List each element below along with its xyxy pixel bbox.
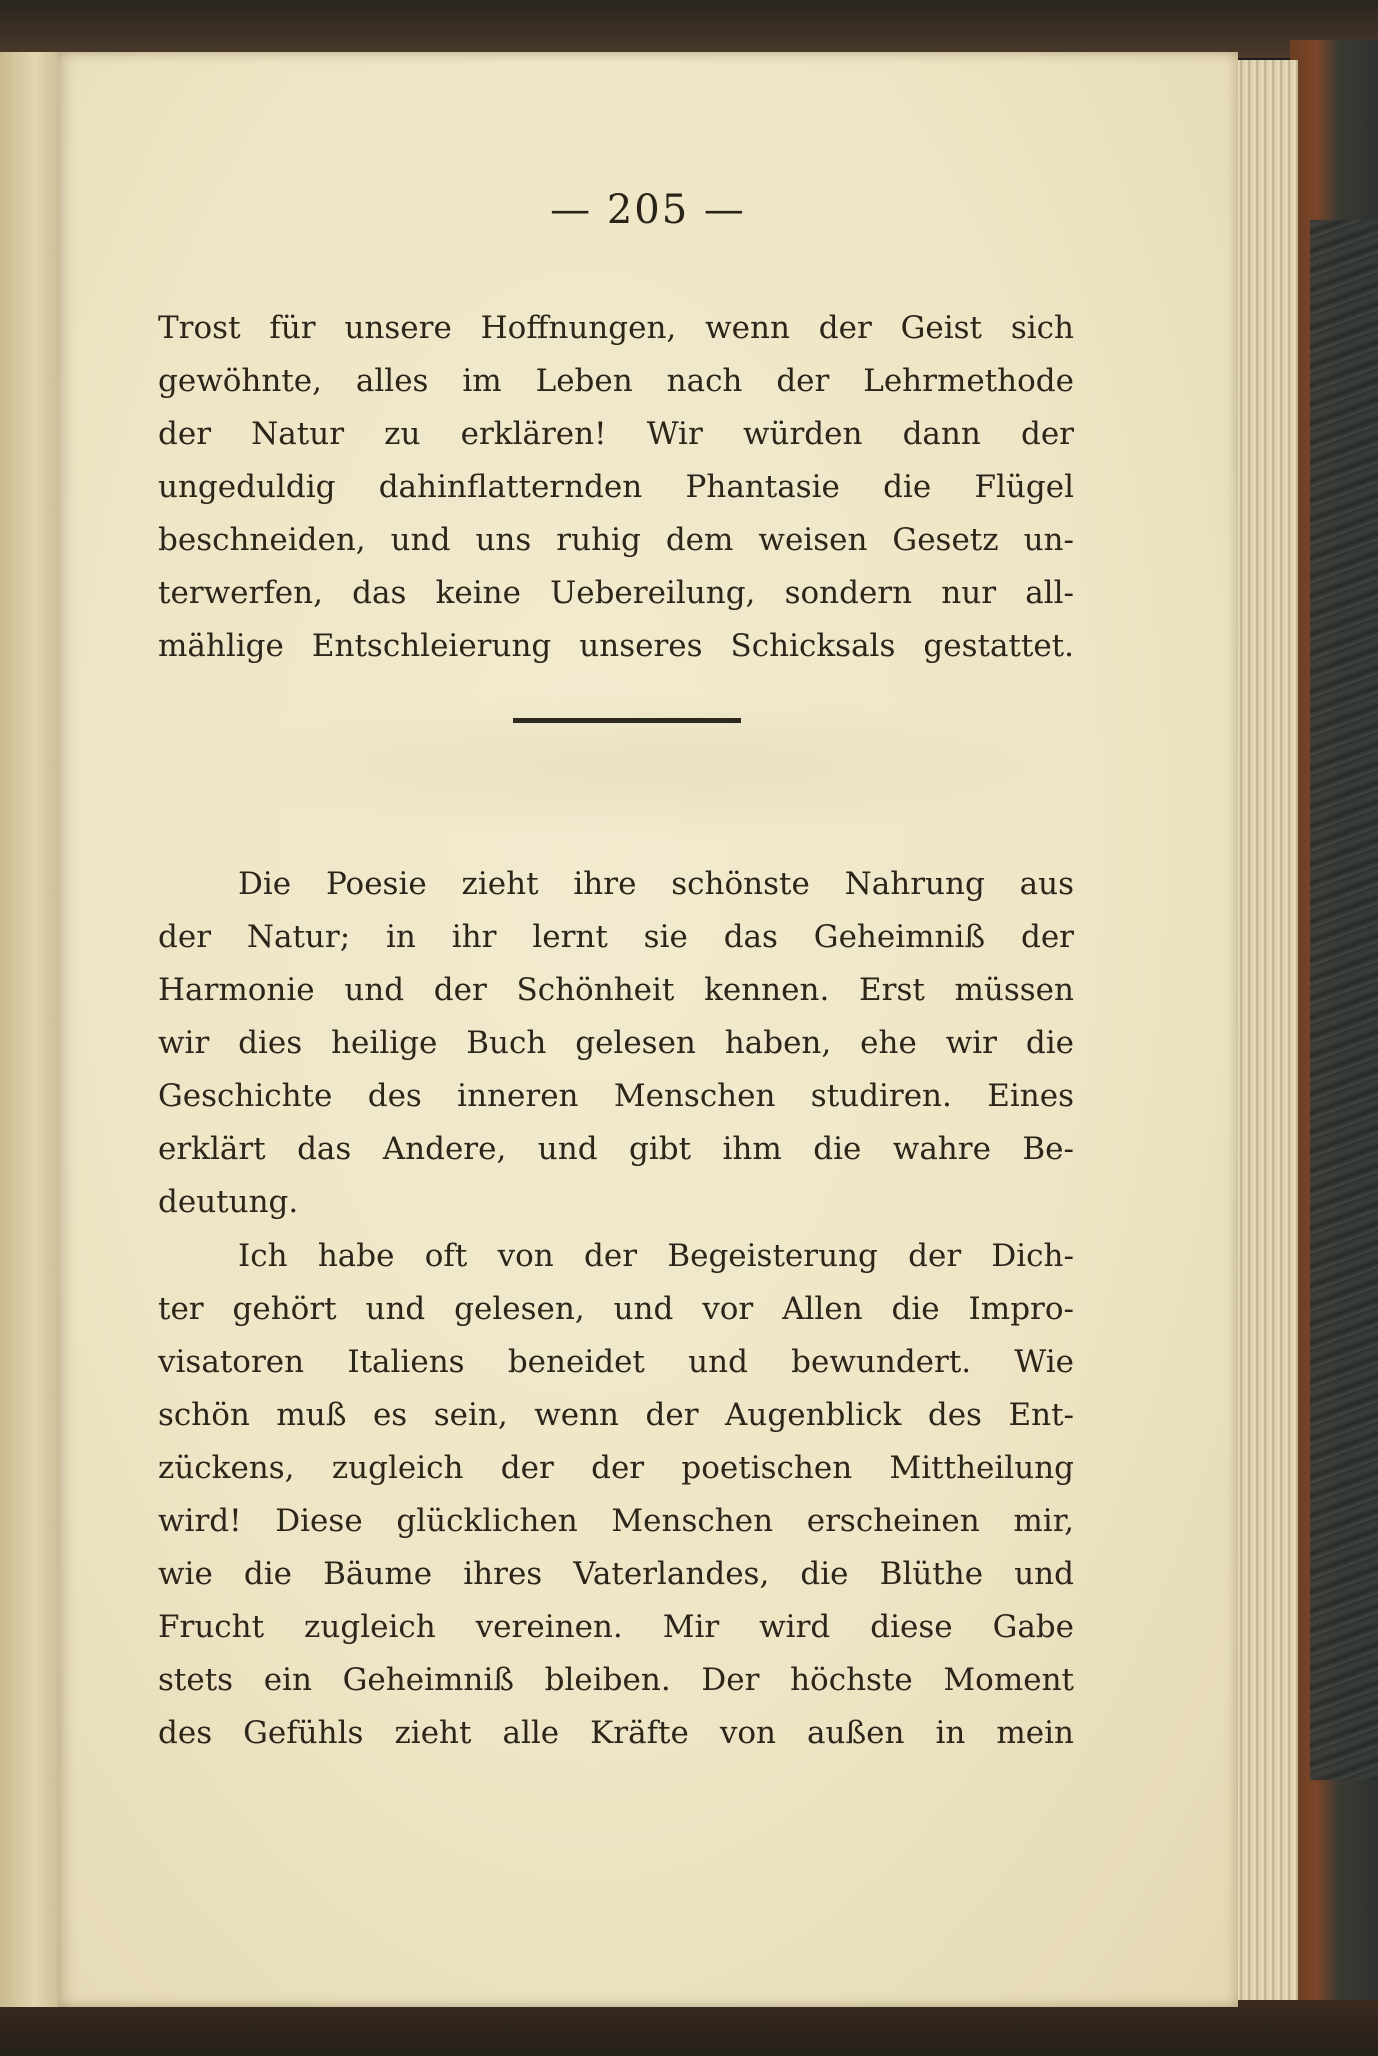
text-line: wir dies heilige Buch gelesen haben, ehe wir die bbox=[158, 1025, 1074, 1061]
text-line: stets ein Geheimniß bleiben. Der höchste Moment bbox=[158, 1662, 1074, 1698]
text-line: Harmonie und der Schönheit kennen. Erst müssen bbox=[158, 972, 1074, 1008]
page-stack-edge bbox=[1228, 60, 1298, 2000]
text-line: des Gefühls zieht alle Kräfte von außen in mein bbox=[158, 1715, 1074, 1751]
page-number: — 205 — bbox=[550, 187, 746, 233]
book-cover-bottom bbox=[0, 2000, 1378, 2056]
text-line: der Natur; in ihr lernt sie das Geheimniß der bbox=[158, 919, 1074, 955]
text-line: Trost für unsere Hoffnungen, wenn der Geist sich bbox=[158, 310, 1074, 346]
text-line: zückens, zugleich der der poetischen Mittheilung bbox=[158, 1450, 1074, 1486]
book-cover-top bbox=[0, 0, 1378, 58]
text-line: schön muß es sein, wenn der Augenblick des Ent- bbox=[158, 1397, 1074, 1433]
text-line: gewöhnte, alles im Leben nach der Lehrmethode bbox=[158, 363, 1074, 399]
text-line: erklärt das Andere, und gibt ihm die wahre Be- bbox=[158, 1131, 1074, 1167]
show-through-shadow bbox=[208, 692, 1078, 842]
book-page bbox=[58, 52, 1238, 2007]
text-line: visatoren Italiens beneidet und bewundert. Wie bbox=[158, 1344, 1074, 1380]
text-line: ter gehört und gelesen, und vor Allen die Impro- bbox=[158, 1291, 1074, 1327]
text-line: Frucht zugleich vereinen. Mir wird diese Gabe bbox=[158, 1609, 1074, 1645]
paragraph-1 bbox=[158, 302, 1074, 673]
text-line: terwerfen, das keine Uebereilung, sondern nur all- bbox=[158, 575, 1074, 611]
text-line: wie die Bäume ihres Vaterlandes, die Blüthe und bbox=[158, 1556, 1074, 1592]
text-line: mählige Entschleierung unseres Schicksals gestattet. bbox=[158, 628, 1074, 664]
marbled-cover-edge bbox=[1310, 220, 1378, 1780]
text-line: wird! Diese glücklichen Menschen erscheinen mir, bbox=[158, 1503, 1074, 1539]
text-line: beschneiden, und uns ruhig dem weisen Gesetz un- bbox=[158, 522, 1074, 558]
text-line: deutung. bbox=[158, 1184, 299, 1220]
text-line: Geschichte des inneren Menschen studiren. Eines bbox=[158, 1078, 1074, 1114]
text-line: Ich habe oft von der Begeisterung der Dich- bbox=[238, 1238, 1074, 1274]
text-line: Die Poesie zieht ihre schönste Nahrung aus bbox=[238, 866, 1074, 902]
text-line: der Natur zu erklären! Wir würden dann der bbox=[158, 416, 1074, 452]
paragraph-3 bbox=[158, 1230, 1074, 1760]
previous-page-edge bbox=[0, 52, 60, 2007]
paragraph-2 bbox=[158, 858, 1074, 1229]
section-divider-rule bbox=[513, 718, 741, 723]
text-line: ungeduldig dahinflatternden Phantasie die Flügel bbox=[158, 469, 1074, 505]
